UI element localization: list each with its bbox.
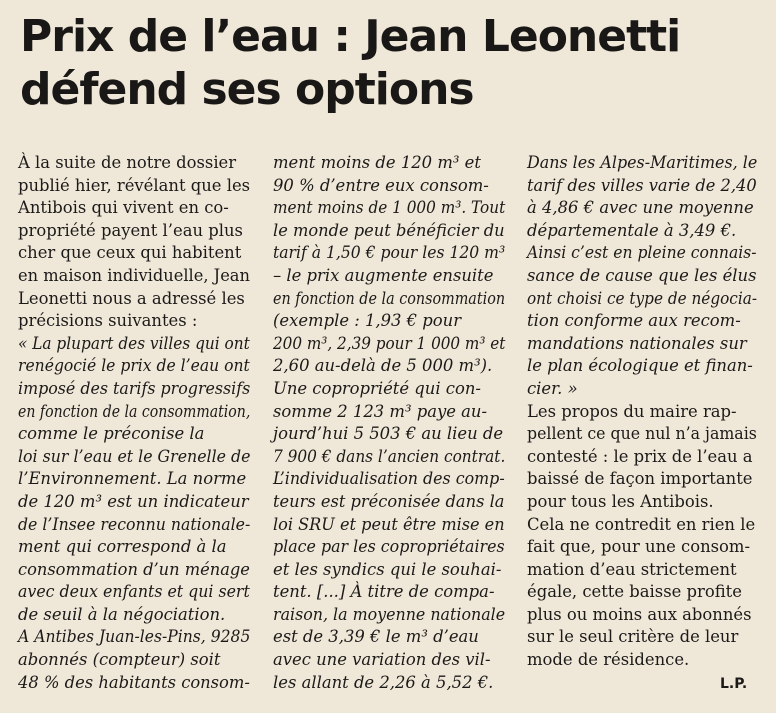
article-text-line: ont choisi ce type de négocia- xyxy=(527,288,757,308)
author-signature: L.P. xyxy=(720,676,748,692)
article-text-line: place par les copropriétaires xyxy=(273,537,505,557)
article-text-line: 48 % des habitants consom- xyxy=(18,672,250,692)
article-text-line: Une copropriété qui con- xyxy=(273,378,481,398)
article-text-line: tarif à 1,50 € pour les 120 m³ xyxy=(273,243,506,263)
article-text-line: somme 2 123 m³ paye au- xyxy=(273,401,488,421)
article-text-line: baissé de façon importante xyxy=(527,469,753,489)
article-text-line: fait que, pour une consom- xyxy=(527,537,750,557)
article-text-line: de seuil à la négociation. xyxy=(18,604,226,624)
article-text-line: est de 3,39 € le m³ d’eau xyxy=(273,627,479,647)
article-text-line: À la suite de notre dossier xyxy=(18,153,237,172)
article-text-line: (exemple : 1,93 € pour xyxy=(273,311,462,331)
article-text-line: « La plupart des villes qui ont xyxy=(18,333,250,353)
article-text-line: – le prix augmente ensuite xyxy=(273,265,494,285)
article-text-line: pellent ce que nul n’a jamais xyxy=(527,424,757,444)
article-text-line: jourd’hui 5 503 € au lieu de xyxy=(273,424,504,444)
article-text-line: renégocié le prix de l’eau ont xyxy=(18,356,250,376)
article-column-3 xyxy=(527,152,757,672)
article-text-line: contesté : le prix de l’eau a xyxy=(527,446,753,466)
article-text-line: de 120 m³ est un indicateur xyxy=(18,491,249,511)
article-text-line: 7 900 € dans l’ancien contrat. xyxy=(273,446,506,466)
article-text-line: 2,60 au-delà de 5 000 m³). xyxy=(273,356,493,376)
article-text-line: Antibois qui vivent en co- xyxy=(18,198,229,218)
article-text-line: en maison individuelle, Jean xyxy=(18,265,250,285)
article-text-line: abonnés (compteur) soit xyxy=(18,650,221,670)
article-text-line: Ainsi c’est en pleine connais- xyxy=(527,243,757,263)
article-text-line: précisions suivantes : xyxy=(18,311,198,331)
article-text-line: Leonetti nous a adressé les xyxy=(18,288,245,308)
article-text-line: comme le préconise la xyxy=(18,424,205,444)
article-text-line: avec une variation des vil- xyxy=(273,650,491,670)
article-text-line: Dans les Alpes-Maritimes, le xyxy=(527,153,758,172)
article-text-line: 90 % d’entre eux consom- xyxy=(273,175,489,195)
article-text-line: Les propos du maire rap- xyxy=(527,401,737,421)
article-column-2 xyxy=(273,152,505,694)
article-column-1 xyxy=(18,152,250,694)
article-text-line: 200 m³, 2,39 pour 1 000 m³ et xyxy=(273,333,506,353)
article-headline xyxy=(20,10,760,116)
article-text-line: en fonction de la consommation xyxy=(273,288,506,308)
headline-line: Prix de l’eau : Jean Leonetti xyxy=(20,11,681,62)
article-text-line: plus ou moins aux abonnés xyxy=(527,604,752,624)
article-text-line: Cela ne contredit en rien le xyxy=(527,514,756,534)
article-text-line: mation d’eau strictement xyxy=(527,559,737,579)
article-text-line: loi SRU et peut être mise en xyxy=(273,514,505,534)
article-text-line: consommation d’un ménage xyxy=(18,559,250,579)
article-text-line: teurs est préconisée dans la xyxy=(273,491,505,511)
article-text-line: A Antibes Juan-les-Pins, 9285 xyxy=(18,627,251,647)
article-text-line: pour tous les Antibois. xyxy=(527,491,714,511)
article-text-line: ment moins de 1 000 m³. Tout xyxy=(273,198,506,218)
article-text-line: mode de résidence. xyxy=(527,650,690,670)
article-text-line: tarif des villes varie de 2,40 xyxy=(527,175,757,195)
article-text-line: de l’Insee reconnu nationale- xyxy=(18,514,251,534)
article-text-line: à 4,86 € avec une moyenne xyxy=(527,198,754,218)
article-text-line: mandations nationales sur xyxy=(527,333,747,353)
article-text-line: en fonction de la consommation, xyxy=(18,401,251,421)
article-text-line: le plan écologique et finan- xyxy=(527,356,753,376)
article-text-line: loi sur l’eau et le Grenelle de xyxy=(18,446,251,466)
article-text-line: raison, la moyenne nationale xyxy=(273,604,506,624)
article-text-line: sance de cause que les élus xyxy=(527,265,757,285)
article-text-line: tent. [...] À titre de compa- xyxy=(273,582,495,602)
article-text-line: ment qui correspond à la xyxy=(18,537,227,557)
article-text-line: sur le seul critère de leur xyxy=(527,627,739,647)
article-text-line: imposé des tarifs progressifs xyxy=(18,378,251,398)
article-text-line: tion conforme aux recom- xyxy=(527,311,741,331)
article-text-line: cier. » xyxy=(527,378,578,398)
article-text-line: publié hier, révélant que les xyxy=(18,175,251,195)
headline-line: défend ses options xyxy=(20,64,474,115)
article-text-line: le monde peut bénéficier du xyxy=(273,220,505,240)
article-text-line: cher que ceux qui habitent xyxy=(18,243,242,263)
article-text-line: l’Environnement. La norme xyxy=(18,469,247,489)
article-text-line: propriété payent l’eau plus xyxy=(18,220,243,240)
article-text-line: et les syndics qui le souhai- xyxy=(273,559,502,579)
article-text-line: avec deux enfants et qui sert xyxy=(18,582,250,602)
article-text-line: L’individualisation des comp- xyxy=(273,469,505,489)
article-text-line: égale, cette baisse profite xyxy=(527,582,742,602)
article-text-line: départementale à 3,49 €. xyxy=(527,220,737,240)
article-text-line: ment moins de 120 m³ et xyxy=(273,153,481,172)
article-text-line: les allant de 2,26 à 5,52 €. xyxy=(273,672,494,692)
